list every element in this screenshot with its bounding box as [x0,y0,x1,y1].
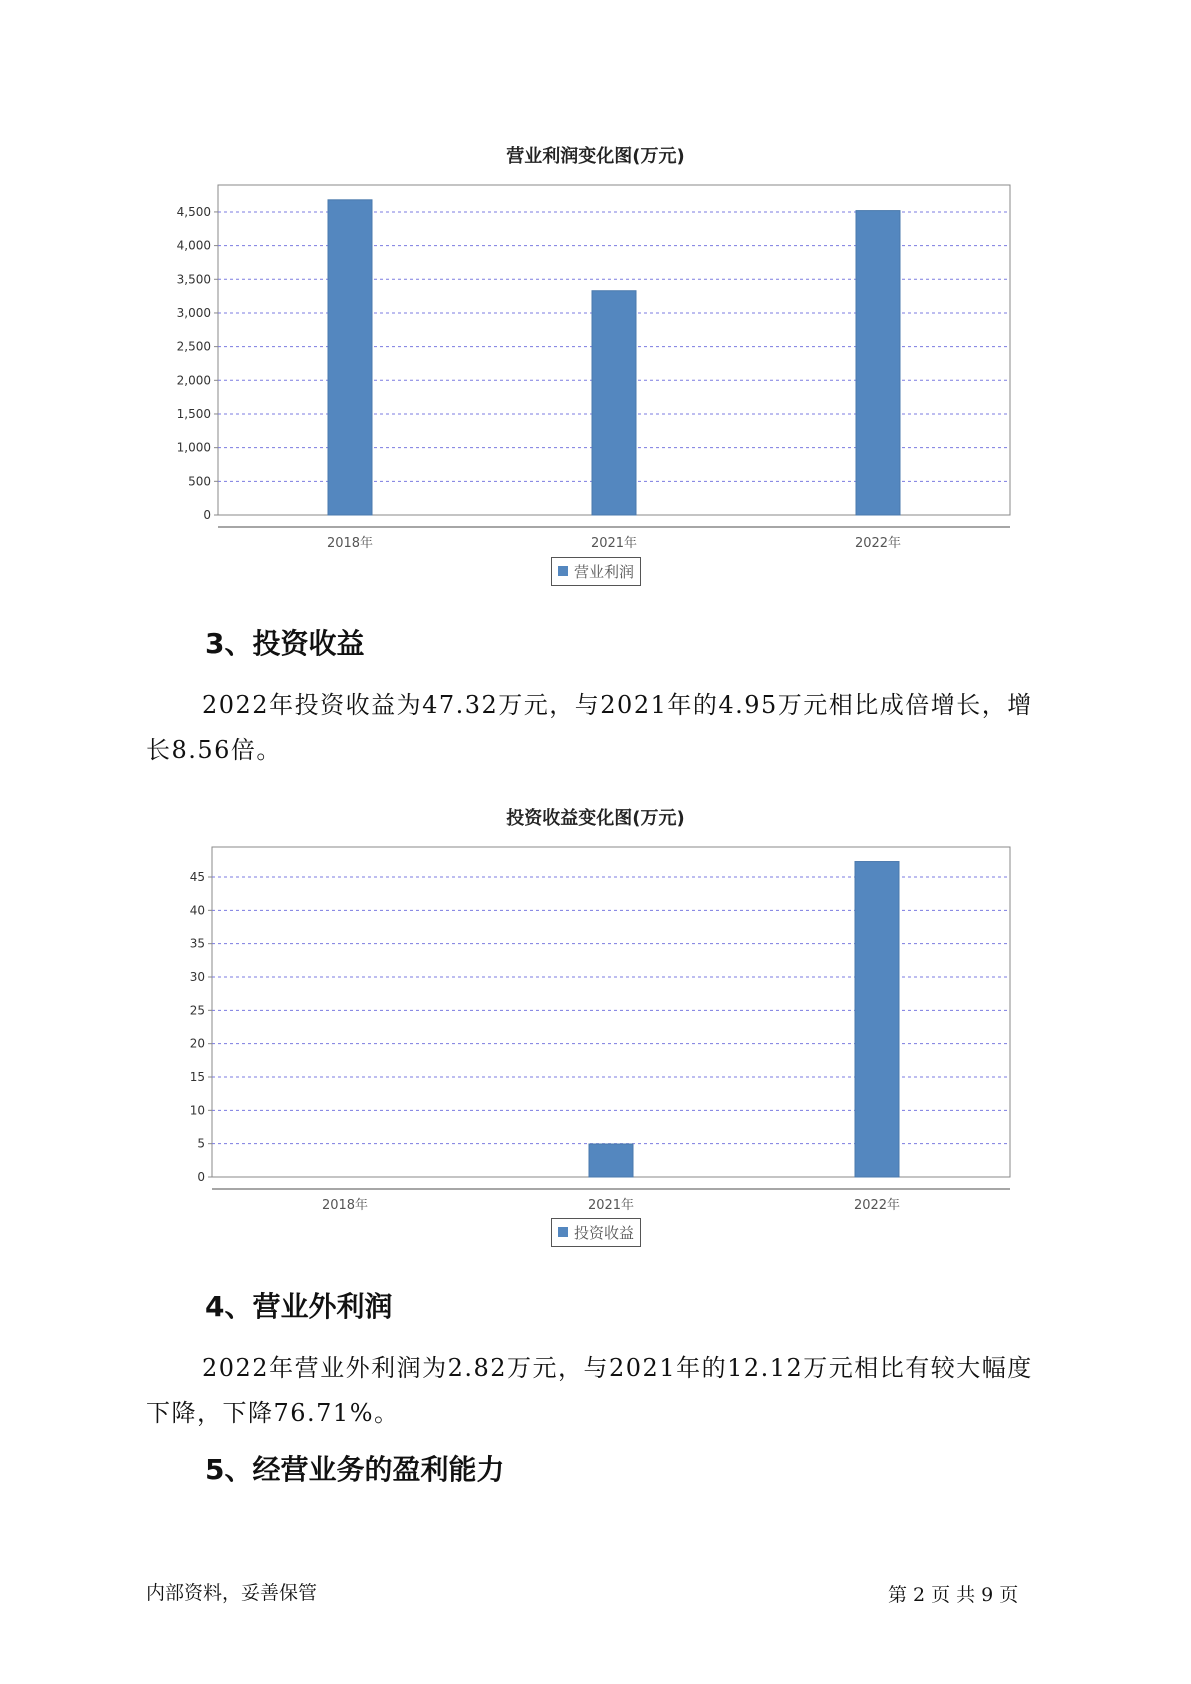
bar [589,1144,633,1177]
bar [855,862,899,1177]
page-suffix: 页 [999,1584,1019,1606]
chart1-legend [551,557,641,586]
page-current: 2 [913,1584,926,1606]
page-mid: 页 共 [931,1584,976,1606]
y-tick-label: 15 [189,1070,205,1084]
operating-profit-chart [0,180,1191,551]
y-tick-label: 3,500 [176,272,211,287]
x-tick-label: 2022年 [854,536,902,551]
y-tick-label: 20 [189,1036,205,1051]
page-prefix: 第 [888,1584,908,1606]
y-tick-label: 25 [189,1003,205,1018]
section-heading-investment-income: 3、投资收益 [205,627,365,660]
section-heading-non-operating-profit: 4、营业外利润 [205,1290,393,1323]
y-tick-label: 4,500 [176,204,211,219]
bar [856,211,900,515]
y-tick-label: 0 [203,508,211,522]
chart2-title: 投资收益变化图(万元) [506,808,685,829]
y-tick-label: 2,500 [176,339,211,354]
bar [328,200,372,515]
y-tick-label: 45 [189,870,205,884]
x-tick-label: 2018年 [321,1198,369,1213]
chart1-title: 营业利润变化图(万元) [506,146,685,167]
y-tick-label: 4,000 [176,238,211,253]
chart2-legend-label: 投资收益 [574,1224,635,1242]
y-tick-label: 2,000 [176,373,211,388]
bar [592,291,636,515]
page-total: 9 [981,1584,994,1606]
chart1-legend-label: 营业利润 [574,563,635,581]
x-tick-label: 2022年 [853,1198,901,1213]
legend-swatch [558,566,568,576]
y-tick-label: 1,000 [176,440,211,455]
y-tick-label: 40 [189,903,205,918]
investment-income-paragraph: 2022年投资收益为47.32万元，与2021年的4.95万元相比成倍增长，增长8.56倍。 [146,691,1033,764]
chart2-legend [551,1218,641,1247]
non-operating-profit-paragraph: 2022年营业外利润为2.82万元，与2021年的12.12万元相比有较大幅度下降，下降76.71%。 [146,1354,1033,1427]
y-tick-label: 5 [197,1136,205,1151]
section-heading-profitability: 5、经营业务的盈利能力 [205,1453,505,1486]
y-tick-label: 500 [188,474,211,489]
page-number [888,1580,1024,1607]
investment-income-chart [0,842,1191,1213]
legend-swatch [558,1227,568,1237]
y-tick-label: 1,500 [176,406,211,421]
y-tick-label: 3,000 [176,305,211,320]
y-tick-label: 10 [189,1103,205,1118]
y-tick-label: 35 [189,936,205,951]
y-tick-label: 0 [197,1170,205,1184]
x-tick-label: 2018年 [326,536,374,551]
x-tick-label: 2021年 [590,536,638,551]
x-tick-label: 2021年 [587,1198,635,1213]
footer-confidential-note: 内部资料，妥善保管 [146,1582,318,1604]
y-tick-label: 30 [189,970,205,984]
